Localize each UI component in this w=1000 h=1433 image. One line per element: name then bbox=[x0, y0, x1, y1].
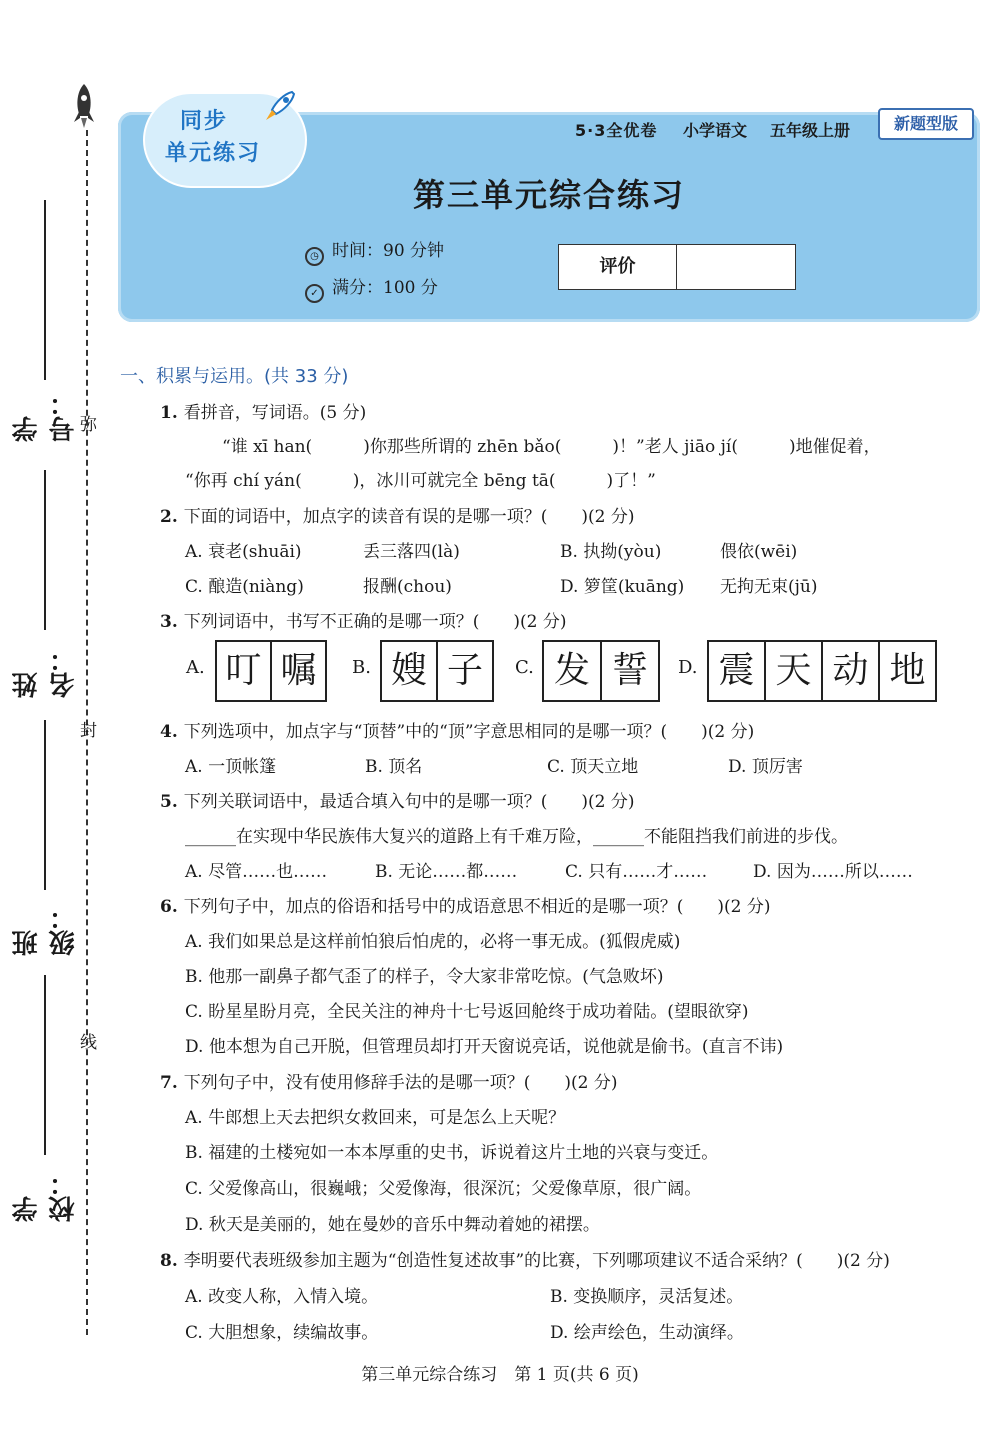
student-id-line[interactable] bbox=[44, 200, 46, 380]
evaluation-field[interactable] bbox=[677, 245, 795, 289]
option-6C[interactable]: C. 盼星星盼月亮，全民关注的神舟十七号返回舱终于成功着陆。(望眼欲穿) bbox=[185, 1002, 749, 1022]
question-stem: 李明要代表班级参加主题为“创造性复述故事”的比赛，下列哪项建议不适合采纳？( )(2 分) bbox=[183, 1251, 890, 1271]
option-2D[interactable]: D. 箩筐(kuāng) bbox=[560, 577, 685, 597]
name-label: 姓名： bbox=[12, 646, 79, 698]
option-6B[interactable]: B. 他那一副鼻子都气歪了的样子，令大家非常吃惊。(气急败坏) bbox=[185, 967, 664, 987]
seal-char-xian: 线 bbox=[80, 1033, 97, 1053]
question-5 bbox=[160, 787, 635, 812]
char-cell: 震 bbox=[709, 642, 766, 700]
option-2C-2: 报酬(chou) bbox=[363, 577, 452, 597]
option-7C[interactable]: C. 父爱像高山，很巍峨；父爱像海，很深沉；父爱像草原，很广阔。 bbox=[185, 1179, 702, 1199]
school-line[interactable] bbox=[44, 975, 46, 1155]
seal-char-mi: 弥 bbox=[80, 415, 97, 435]
badge-line2: 单元练习 bbox=[165, 141, 262, 166]
question-1 bbox=[160, 398, 366, 423]
option-3A[interactable] bbox=[215, 640, 327, 702]
question-number: 1. bbox=[160, 403, 178, 423]
question-6 bbox=[160, 892, 771, 917]
question-stem: 下面的词语中，加点字的读音有误的是哪一项？( )(2 分) bbox=[183, 507, 635, 527]
char-cell: 动 bbox=[823, 642, 880, 700]
question-stem: 下列选项中，加点字与“顶替”中的“顶”字意思相同的是哪一项？( )(2 分) bbox=[183, 722, 755, 742]
option-4D[interactable]: D. 顶厉害 bbox=[728, 757, 803, 777]
option-7B[interactable]: B. 福建的土楼宛如一本本厚重的史书，诉说着这片土地的兴衰与变迁。 bbox=[185, 1143, 719, 1163]
question-stem: 看拼音，写词语。(5 分) bbox=[183, 403, 367, 423]
school-label: 学校： bbox=[12, 1170, 79, 1222]
series-name: 5·3全优卷 bbox=[575, 121, 658, 140]
option-5C[interactable]: C. 只有……才…… bbox=[565, 862, 708, 882]
check-icon: ✓ bbox=[305, 284, 324, 303]
score-text: 满分：100 分 bbox=[332, 278, 438, 298]
question-number: 2. bbox=[160, 507, 178, 527]
option-3C-letter[interactable]: C. bbox=[515, 657, 534, 678]
option-8A[interactable]: A. 改变人称，入情入境。 bbox=[185, 1287, 379, 1307]
clock-icon: ◷ bbox=[305, 247, 324, 266]
char-cell: 地 bbox=[889, 650, 926, 691]
char-cell: 子 bbox=[446, 650, 483, 691]
option-2A[interactable]: A. 衰老(shuāi) bbox=[185, 542, 302, 562]
question-number: 8. bbox=[160, 1251, 178, 1271]
question-8 bbox=[160, 1246, 890, 1271]
option-5D[interactable]: D. 因为……所以…… bbox=[753, 862, 913, 882]
time-info bbox=[305, 236, 444, 266]
edition-badge: 新题型版 bbox=[878, 108, 974, 140]
option-6D[interactable]: D. 他本想为自己开脱，但管理员却打开天窗说亮话，说他就是偷书。(直言不讳) bbox=[185, 1037, 784, 1057]
question-stem: 下列关联词语中，最适合填入句中的是哪一项？( )(2 分) bbox=[183, 792, 635, 812]
question-5-sentence: ______在实现中华民族伟大复兴的道路上有千难万险，______不能阻挡我们前进的步伐。 bbox=[185, 827, 848, 847]
evaluation-label: 评价 bbox=[559, 245, 677, 289]
option-4C[interactable]: C. 顶天立地 bbox=[547, 757, 639, 777]
question-stem: 下列句子中，加点的俗语和括号中的成语意思不相近的是哪一项？( )(2 分) bbox=[183, 897, 771, 917]
question-2 bbox=[160, 502, 635, 527]
score-info bbox=[305, 273, 438, 303]
char-cell: 嘱 bbox=[280, 650, 317, 691]
grade-name: 五年级上册 bbox=[770, 121, 851, 140]
option-8C[interactable]: C. 大胆想象，续编故事。 bbox=[185, 1323, 379, 1343]
page-title: 第三单元综合练习 bbox=[412, 176, 685, 214]
option-8D[interactable]: D. 绘声绘色，生动演绎。 bbox=[550, 1323, 744, 1343]
option-5A[interactable]: A. 尽管……也…… bbox=[185, 862, 328, 882]
student-id-label: 学号： bbox=[12, 390, 79, 442]
time-text: 时间：90 分钟 bbox=[332, 241, 445, 261]
char-cell: 誓 bbox=[611, 650, 648, 691]
page-footer: 第三单元综合练习 第 1 页(共 6 页) bbox=[361, 1365, 639, 1385]
option-2C[interactable]: C. 酿造(niàng) bbox=[185, 577, 304, 597]
badge-rocket-icon bbox=[262, 88, 298, 124]
option-3D[interactable] bbox=[707, 640, 937, 702]
option-3C[interactable] bbox=[542, 640, 660, 702]
question-number: 7. bbox=[160, 1073, 178, 1093]
char-cell: 嫂 bbox=[382, 642, 438, 700]
option-3B-letter[interactable]: B. bbox=[352, 657, 371, 678]
char-cell: 天 bbox=[766, 642, 823, 700]
option-2D-2: 无拘无束(jū) bbox=[720, 577, 818, 597]
evaluation-box bbox=[558, 244, 796, 290]
question-1-line-1: “谁 xī han( )你那些所谓的 zhēn bǎo( )！”老人 jiāo jí( )地催促着， bbox=[222, 437, 881, 457]
option-4A[interactable]: A. 一顶帐篷 bbox=[185, 757, 277, 777]
question-4 bbox=[160, 717, 754, 742]
option-3B[interactable] bbox=[380, 640, 494, 702]
option-7A[interactable]: A. 牛郎想上天去把织女救回来，可是怎么上天呢？ bbox=[185, 1108, 566, 1128]
option-4B[interactable]: B. 顶名 bbox=[365, 757, 423, 777]
question-stem: 下列词语中，书写不正确的是哪一项？( )(2 分) bbox=[183, 612, 567, 632]
option-8B[interactable]: B. 变换顺序，灵活复述。 bbox=[550, 1287, 744, 1307]
option-2A-2: 丢三落四(là) bbox=[363, 542, 460, 562]
name-line[interactable] bbox=[44, 470, 46, 630]
rocket-icon bbox=[72, 82, 96, 130]
question-3 bbox=[160, 607, 567, 632]
question-number: 3. bbox=[160, 612, 178, 632]
question-number: 6. bbox=[160, 897, 178, 917]
option-7D[interactable]: D. 秋天是美丽的，她在曼妙的音乐中舞动着她的裙摆。 bbox=[185, 1215, 600, 1235]
option-5B[interactable]: B. 无论……都…… bbox=[375, 862, 518, 882]
seal-char-feng: 封 bbox=[80, 721, 97, 741]
badge-line1: 同步 bbox=[180, 109, 229, 134]
class-line[interactable] bbox=[44, 720, 46, 890]
question-1-line-2: “你再 chí yán( )，冰川可就完全 bēng tā( )了！” bbox=[185, 471, 656, 491]
char-cell: 发 bbox=[544, 642, 602, 700]
option-3A-letter[interactable]: A. bbox=[186, 657, 205, 678]
option-3D-letter[interactable]: D. bbox=[678, 657, 698, 678]
option-2B-2: 偎依(wēi) bbox=[720, 542, 798, 562]
question-stem: 下列句子中，没有使用修辞手法的是哪一项？( )(2 分) bbox=[183, 1073, 618, 1093]
question-number: 5. bbox=[160, 792, 178, 812]
class-label: 班级： bbox=[12, 904, 79, 956]
section-title: 一、积累与运用。(共 33 分) bbox=[120, 366, 349, 387]
subject-name: 小学语文 bbox=[683, 121, 748, 140]
option-6A[interactable]: A. 我们如果总是这样前怕狼后怕虎的，必将一事无成。(狐假虎威) bbox=[185, 932, 681, 952]
char-cell: 叮 bbox=[217, 642, 272, 700]
question-number: 4. bbox=[160, 722, 178, 742]
option-2B[interactable]: B. 执拗(yòu) bbox=[560, 542, 662, 562]
question-7 bbox=[160, 1068, 618, 1093]
